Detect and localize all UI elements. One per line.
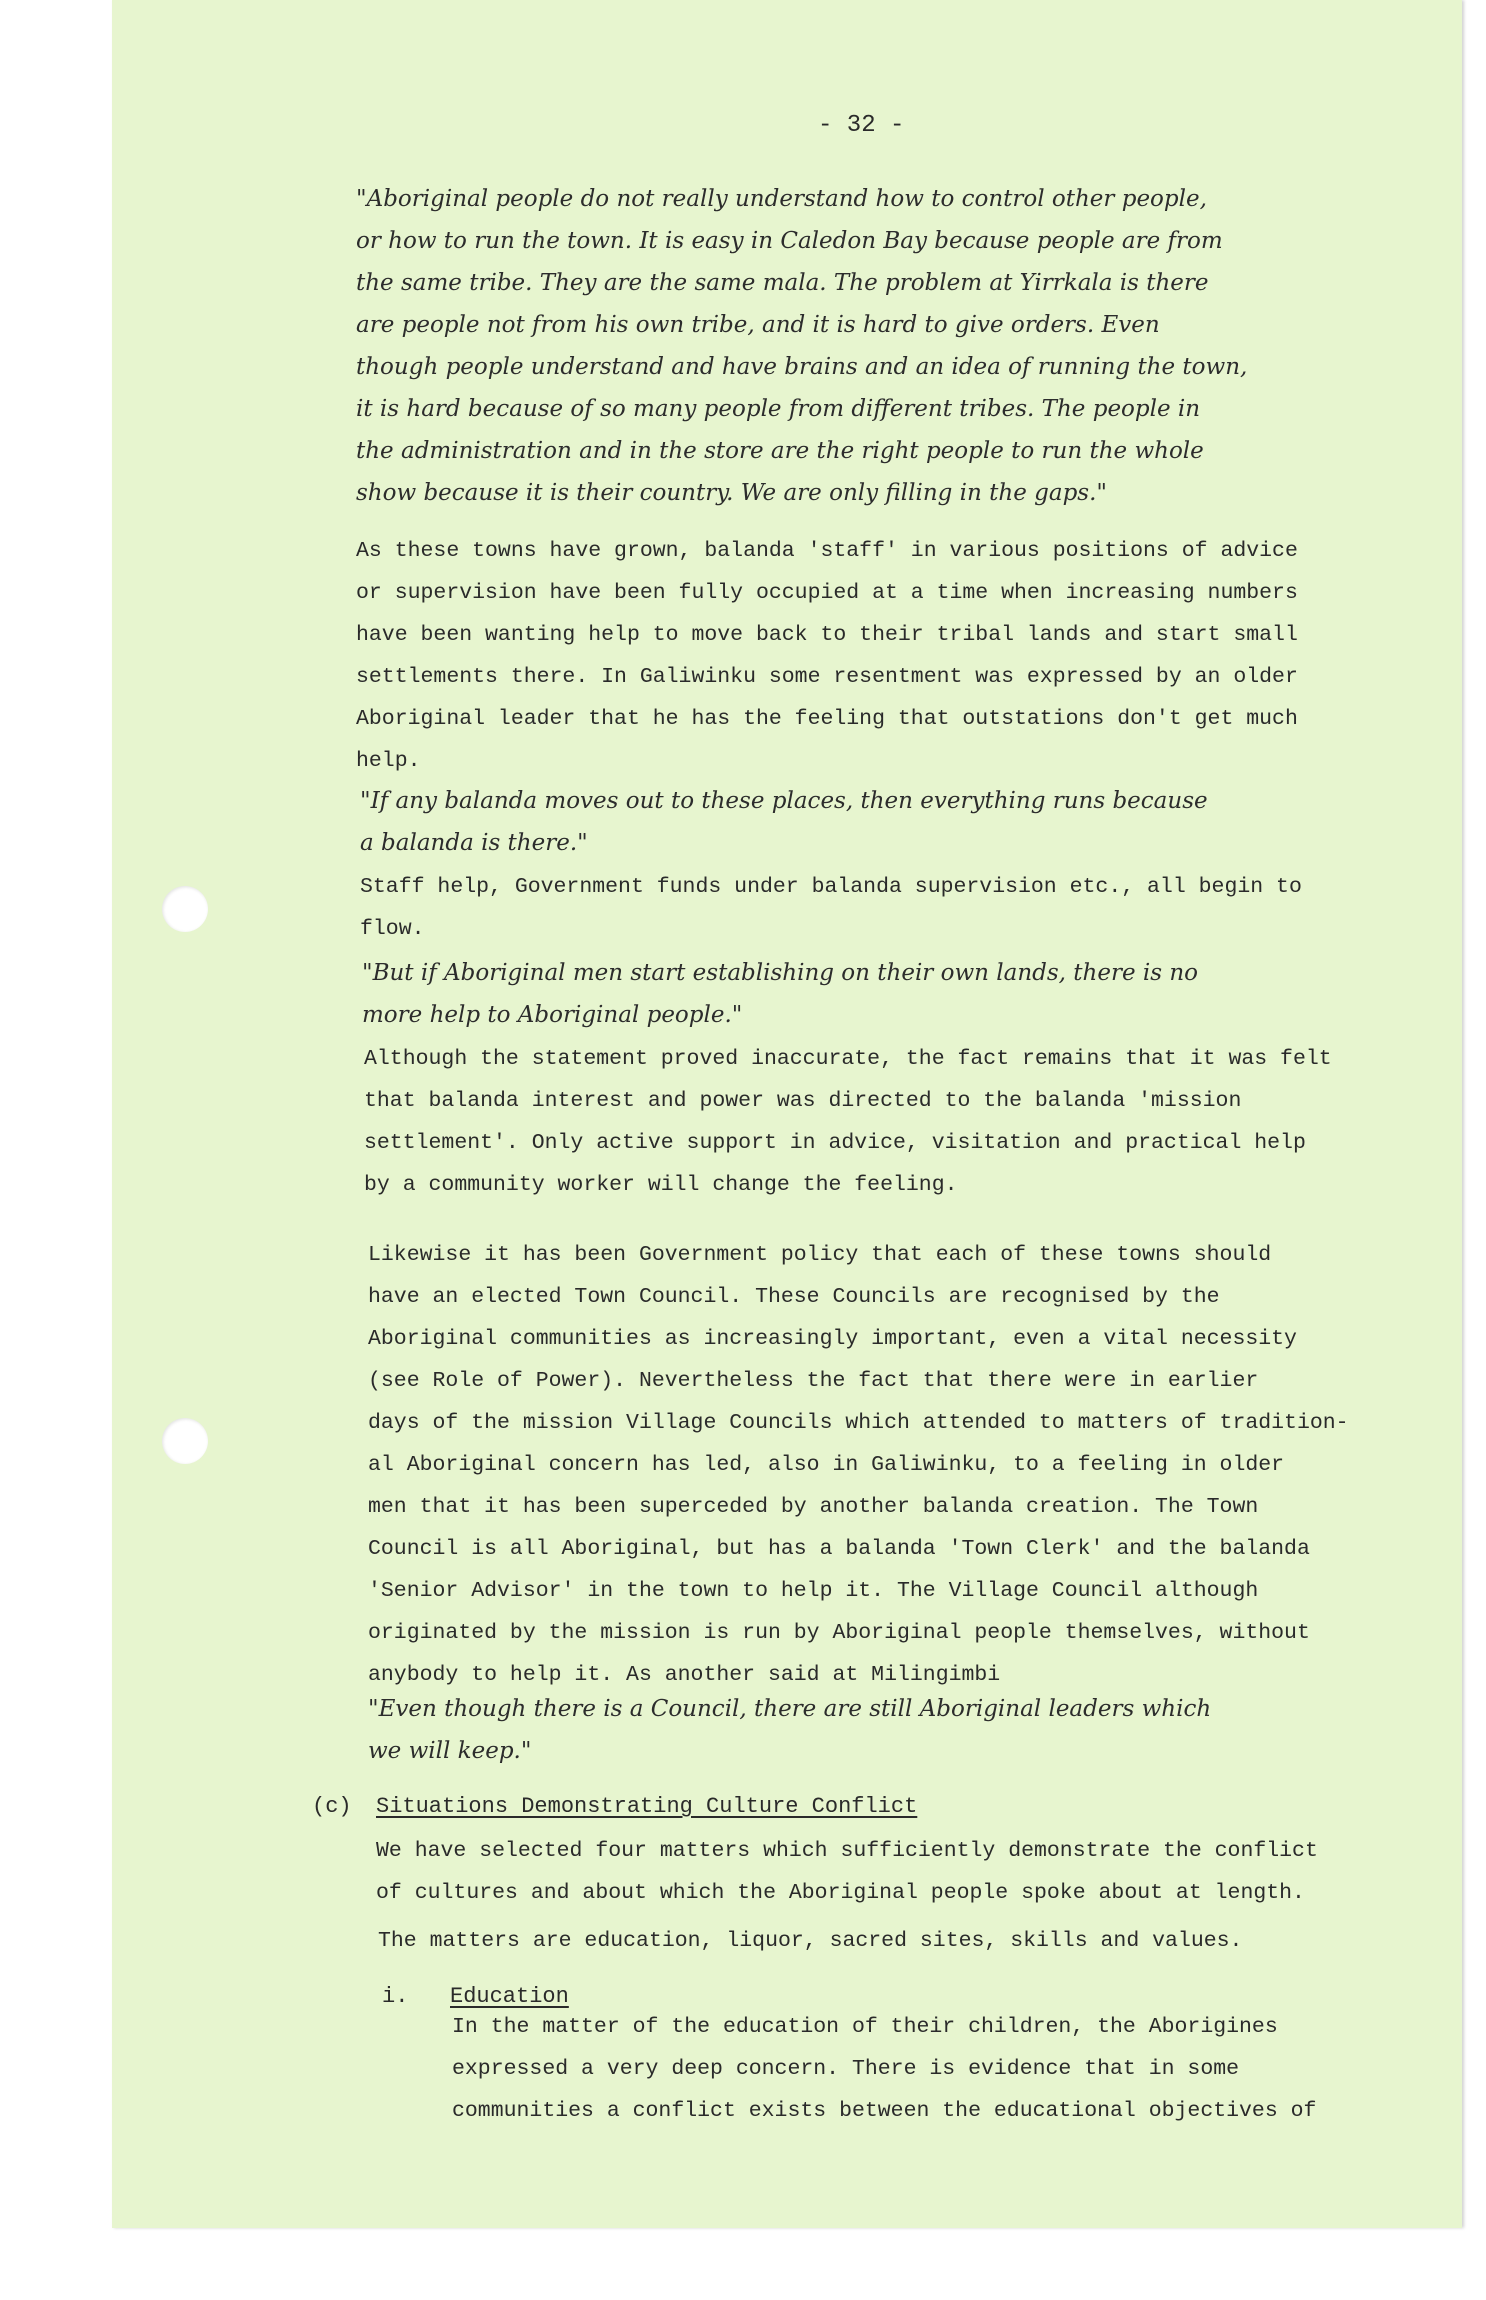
quote-line: it is hard because of so many people from different tribes. The people in — [356, 396, 1201, 422]
item-i-label: i. — [382, 1984, 409, 2009]
quote-line: we will keep." — [368, 1738, 532, 1764]
text-line: Although the statement proved inaccurate, the fact remains that it was felt — [364, 1047, 1332, 1071]
quote-line: though people understand and have brains and an idea of running the town, — [356, 354, 1248, 380]
text-line: have an elected Town Council. These Councils are recognised by the — [368, 1285, 1220, 1309]
paragraph-education — [452, 2006, 1316, 2132]
text-line: by a community worker will change the feeling. — [364, 1173, 958, 1197]
section-c-heading: Situations Demonstrating Culture Conflict — [376, 1794, 918, 1819]
item-i-heading: Education — [450, 1984, 569, 2009]
text-line: (see Role of Power). Nevertheless the fact that there were in earlier — [368, 1369, 1259, 1393]
text-line: expressed a very deep concern. There is evidence that in some — [452, 2057, 1240, 2081]
text-line: As these towns have grown, balanda 'staff' in various positions of advice — [356, 539, 1298, 563]
quote-line: the same tribe. They are the same mala. The problem at Yirrkala is there — [356, 270, 1209, 296]
paragraph-town-council — [368, 1234, 1349, 1696]
text-line: that balanda interest and power was directed to the balanda 'mission — [364, 1089, 1242, 1113]
paragraph-matters-list — [378, 1920, 1242, 1962]
text-line: originated by the mission is run by Aboriginal people themselves, without — [368, 1621, 1310, 1645]
paragraph-four-matters — [376, 1830, 1318, 1914]
text-line: settlement'. Only active support in advice, visitation and practical help — [364, 1131, 1306, 1155]
paragraph-statement-inaccurate — [364, 1038, 1332, 1206]
text-line: In the matter of the education of their children, the Aborigines — [452, 2015, 1278, 2039]
text-line: Aboriginal leader that he has the feeling that outstations don't get much — [356, 707, 1298, 731]
text-line: We have selected four matters which sufficiently demonstrate the conflict — [376, 1839, 1318, 1863]
quote-line: "Even though there is a Council, there are still Aboriginal leaders which — [368, 1696, 1212, 1722]
text-line: of cultures and about which the Aboriginal people spoke about at length. — [376, 1881, 1305, 1905]
text-line: settlements there. In Galiwinku some resentment was expressed by an older — [356, 665, 1298, 689]
quote-balanda-moves — [360, 780, 1208, 864]
quote-line: more help to Aboriginal people." — [362, 1002, 743, 1028]
page-number: - 32 - — [818, 112, 905, 139]
quote-line: are people not from his own tribe, and it is hard to give orders. Even — [356, 312, 1160, 338]
paragraph-towns-grown — [356, 530, 1298, 782]
quote-line: "If any balanda moves out to these places, then everything runs because — [360, 788, 1208, 814]
text-line: al Aboriginal concern has led, also in Galiwinku, to a feeling in older — [368, 1453, 1285, 1477]
quote-line: a balanda is there." — [360, 830, 588, 856]
text-line: 'Senior Advisor' in the town to help it. The Village Council although — [368, 1579, 1259, 1603]
quote-line: show because it is their country. We are only filling in the gaps." — [356, 480, 1107, 506]
text-line: Council is all Aboriginal, but has a balanda 'Town Clerk' and the balanda — [368, 1537, 1310, 1561]
paragraph-staff-help — [360, 866, 1302, 950]
text-line: anybody to help it. As another said at Milingimbi — [368, 1663, 1001, 1687]
section-c-label: (c) — [312, 1794, 352, 1819]
text-line: communities a conflict exists between the educational objectives of — [452, 2099, 1317, 2123]
quote-yirrkala — [356, 178, 1247, 514]
text-line: days of the mission Village Councils which attended to matters of tradition- — [368, 1411, 1349, 1435]
text-line: help. — [356, 749, 421, 773]
text-line: Staff help, Government funds under balanda supervision etc., all begin to — [360, 875, 1302, 899]
quote-line: the administration and in the store are the right people to run the whole — [356, 438, 1204, 464]
quote-line: "Aboriginal people do not really understand how to control other people, — [356, 186, 1207, 212]
quote-line: "But if Aboriginal men start establishing on their own lands, there is no — [362, 960, 1199, 986]
quote-council-leaders — [368, 1688, 1211, 1772]
text-line: Aboriginal communities as increasingly important, even a vital necessity — [368, 1327, 1297, 1351]
text-line: have been wanting help to move back to their tribal lands and start small — [356, 623, 1298, 647]
text-line: Likewise it has been Government policy that each of these towns should — [368, 1243, 1272, 1267]
quote-line: or how to run the town. It is easy in Caledon Bay because people are from — [356, 228, 1223, 254]
quote-aboriginal-men — [362, 952, 1198, 1036]
text-line: The matters are education, liquor, sacred sites, skills and values. — [378, 1929, 1243, 1953]
text-line: or supervision have been fully occupied at a time when increasing numbers — [356, 581, 1298, 605]
text-line: flow. — [360, 917, 425, 941]
text-line: men that it has been superceded by another balanda creation. The Town — [368, 1495, 1259, 1519]
